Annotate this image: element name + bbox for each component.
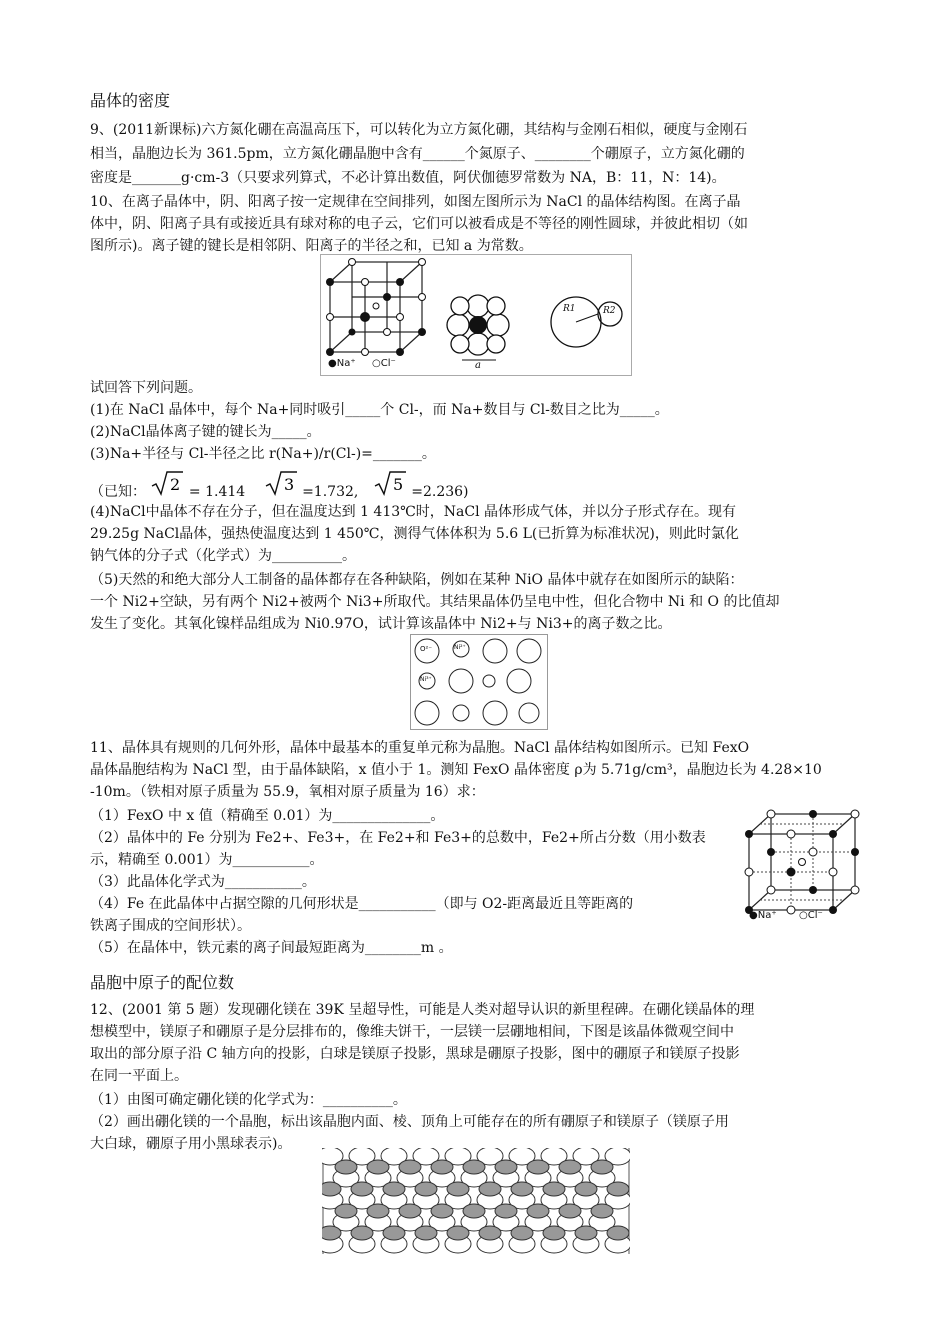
sqrt-2-icon — [150, 475, 184, 500]
heading-crystal-density: 晶体的密度 — [90, 91, 171, 110]
question-10-line: 10、在离子晶体中，阴、阳离子按一定规律在空间排列，如图左图所示为 NaCl 的晶体结构图。在离子晶 — [90, 194, 741, 210]
question-11-line: -10m。（铁相对原子质量为 55.9，氧相对原子质量为 16）求： — [90, 784, 485, 800]
question-10-part: 试回答下列问题。 — [90, 380, 202, 396]
boron-atom — [479, 1226, 501, 1240]
question-10-part: (2)NaCl晶体离子键的键长为_____。 — [90, 424, 321, 440]
heading-coordination-number: 晶胞中原子的配位数 — [90, 973, 235, 992]
mgb2-projection-drawing — [322, 1148, 630, 1254]
question-10-4-line: 钠气体的分子式（化学式）为__________。 — [90, 548, 356, 564]
known-sqrt2: = 1.414 — [188, 484, 246, 500]
question-9-line: 相当，晶胞边长为 361.5pm，立方氮化硼晶胞中含有______个氮原子、________个硼原子，立方氮化硼的 — [90, 146, 745, 162]
question-11-line: 11、晶体具有规则的几何外形，晶体中最基本的重复单元称为晶胞。NaCl 晶体结构如图所示。已知 FexO — [90, 740, 750, 756]
question-10-5-line: 一个 Ni2+空缺，另有两个 Ni2+被两个 Ni3+所取代。其结果晶体仍呈电中性，但化合物中 Ni 和 O 的比值却 — [90, 594, 780, 610]
question-11-line: 铁离子围成的空间形状）。 — [90, 918, 251, 934]
nacl-structure-figure — [320, 254, 632, 376]
nacl-structure-drawing — [320, 254, 632, 376]
boron-atom — [335, 1160, 357, 1174]
boron-atom — [575, 1182, 597, 1196]
boron-atom — [367, 1160, 389, 1174]
sqrt-3-icon — [264, 475, 298, 500]
legend-cl: ○Cl⁻ — [799, 910, 823, 921]
ni3-label: Ni³⁺ — [420, 676, 432, 683]
boron-atom — [367, 1204, 389, 1218]
boron-atom — [463, 1204, 485, 1218]
boron-atom — [607, 1226, 629, 1240]
boron-atom — [607, 1182, 629, 1196]
question-10-4-line: (4)NaCl中晶体不存在分子，但在温度达到 1 413℃时，NaCl 晶体形成气体，并以分子形式存在。现有 — [90, 504, 737, 520]
boron-atom — [431, 1204, 453, 1218]
question-11-line: （2）晶体中的 Fe 分别为 Fe2+、Fe3+，在 Fe2+和 Fe3+的总数中，Fe2+所占分数（用小数表 — [90, 830, 706, 846]
legend-cl: ○Cl⁻ — [372, 358, 396, 369]
question-11-line: （5）在晶体中，铁元素的离子间最短距离为________m 。 — [90, 940, 453, 956]
label-r1: R1 — [563, 304, 576, 314]
question-12-line: （1）由图可确定硼化镁的化学式为：__________。 — [90, 1092, 407, 1108]
boron-atom — [431, 1160, 453, 1174]
boron-atom — [322, 1182, 341, 1196]
svg-text:2: 2 — [170, 475, 181, 494]
boron-atom — [383, 1226, 405, 1240]
known-prefix: （已知： — [90, 484, 146, 500]
label-r2: R2 — [603, 306, 616, 316]
question-11-line: （4）Fe 在此晶体中占据空隙的几何形状是___________（即与 O2-距离最近且等距离的 — [90, 896, 634, 912]
question-12-line: 在同一平面上。 — [90, 1068, 188, 1084]
boron-atom — [351, 1226, 373, 1240]
boron-atom — [591, 1160, 613, 1174]
boron-atom — [495, 1160, 517, 1174]
boron-atom — [447, 1182, 469, 1196]
boron-atom — [527, 1204, 549, 1218]
boron-atom — [415, 1226, 437, 1240]
boron-atom — [511, 1182, 533, 1196]
boron-atom — [591, 1204, 613, 1218]
question-10-part: (3)Na+半径与 Cl-半径之比 r(Na+)/r(Cl-)=_______。 — [90, 446, 436, 462]
label-a: a — [475, 360, 481, 371]
nio-defect-figure — [410, 634, 548, 730]
boron-atom — [479, 1182, 501, 1196]
boron-atom — [511, 1226, 533, 1240]
question-10-line: 体中，阴、阳离子具有或接近具有球对称的电子云，它们可以被看成是不等径的刚性圆球，并彼此相切（如 — [90, 216, 748, 232]
boron-atom — [495, 1204, 517, 1218]
boron-atom — [351, 1182, 373, 1196]
boron-atom — [543, 1182, 565, 1196]
known-sqrt3: =1.732, — [302, 484, 359, 500]
boron-atom — [463, 1160, 485, 1174]
boron-atom — [559, 1160, 581, 1174]
ni2-label: Ni²⁺ — [454, 644, 466, 651]
boron-atom — [575, 1226, 597, 1240]
boron-atom — [559, 1204, 581, 1218]
question-11-line: （1）FexO 中 x 值（精确至 0.01）为______________。 — [90, 808, 445, 824]
question-10-4-line: 29.25g NaCl晶体，强热使温度达到 1 450℃，测得气体体积为 5.6 L(已折算为标准状况)，则此时氯化 — [90, 526, 739, 542]
boron-atom — [399, 1204, 421, 1218]
question-12-line: 大白球，硼原子用小黑球表示)。 — [90, 1136, 292, 1152]
boron-atom — [322, 1226, 341, 1240]
question-9-line: 9、(2011新课标)六方氮化硼在高温高压下，可以转化为立方氮化硼，其结构与金刚石相似，硬度与金刚石 — [90, 122, 748, 138]
question-12-line: （2）画出硼化镁的一个晶胞，标出该晶胞内面、棱、顶角上可能存在的所有硼原子和镁原子（镁原子用 — [90, 1114, 729, 1130]
question-10-5-line: （5)天然的和绝大部分人工制备的晶体都存在各种缺陷，例如在某种 NiO 晶体中就存在如图所示的缺陷： — [90, 572, 744, 588]
nacl-unit-cell-figure — [735, 806, 861, 924]
question-11-line: （3）此晶体化学式为___________。 — [90, 874, 316, 890]
sqrt-5-icon — [373, 475, 407, 500]
question-9-line: 密度是_______g·cm-3（只要求列算式，不必计算出数值，阿伏伽德罗常数为 NA，B：11，N：14)。 — [90, 170, 726, 186]
question-12-line: 取出的部分原子沿 C 轴方向的投影，白球是镁原子投影，黑球是硼原子投影，图中的硼原子和镁原子投影 — [90, 1046, 740, 1062]
question-11-line: 示，精确至 0.001）为___________。 — [90, 852, 324, 868]
question-12-line: 12、(2001 第 5 题）发现硼化镁在 39K 呈超导性，可能是人类对超导认识的新里程碑。在硼化镁晶体的理 — [90, 1002, 755, 1018]
boron-atom — [383, 1182, 405, 1196]
svg-text:3: 3 — [283, 475, 294, 494]
boron-atom — [543, 1226, 565, 1240]
boron-atom — [415, 1182, 437, 1196]
known-sqrt5: =2.236) — [411, 484, 469, 500]
boron-atom — [335, 1204, 357, 1218]
legend-na: ●Na⁺ — [328, 358, 356, 369]
question-11-line: 晶体晶胞结构为 NaCl 型，由于晶体缺陷，x 值小于 1。测知 FexO 晶体密度 ρ为 5.71g/cm³，晶胞边长为 4.28×10 — [90, 762, 822, 778]
known-values-line — [90, 475, 469, 502]
boron-atom — [399, 1160, 421, 1174]
question-10-part: (1)在 NaCl 晶体中，每个 Na+同时吸引_____个 Cl-，而 Na+数目与 Cl-数目之比为_____。 — [90, 402, 669, 418]
svg-text:5: 5 — [392, 475, 403, 494]
question-12-line: 想模型中，镁原子和硼原子是分层排布的，像维夫饼干，一层镁一层硼地相间，下图是该晶体微观空间中 — [90, 1024, 734, 1040]
question-10-5-line: 发生了变化。其氧化镍样品组成为 Ni0.97O，试计算该晶体中 Ni2+与 Ni3+的离子数之比。 — [90, 616, 672, 632]
mgb2-projection-figure — [322, 1148, 630, 1254]
boron-atom — [447, 1226, 469, 1240]
legend-na: ●Na⁺ — [749, 910, 777, 921]
question-10-line: 图所示)。离子键的键长是相邻阴、阳离子的半径之和，已知 a 为常数。 — [90, 238, 533, 254]
boron-atom — [527, 1160, 549, 1174]
oxide-label: O²⁻ — [420, 645, 433, 653]
